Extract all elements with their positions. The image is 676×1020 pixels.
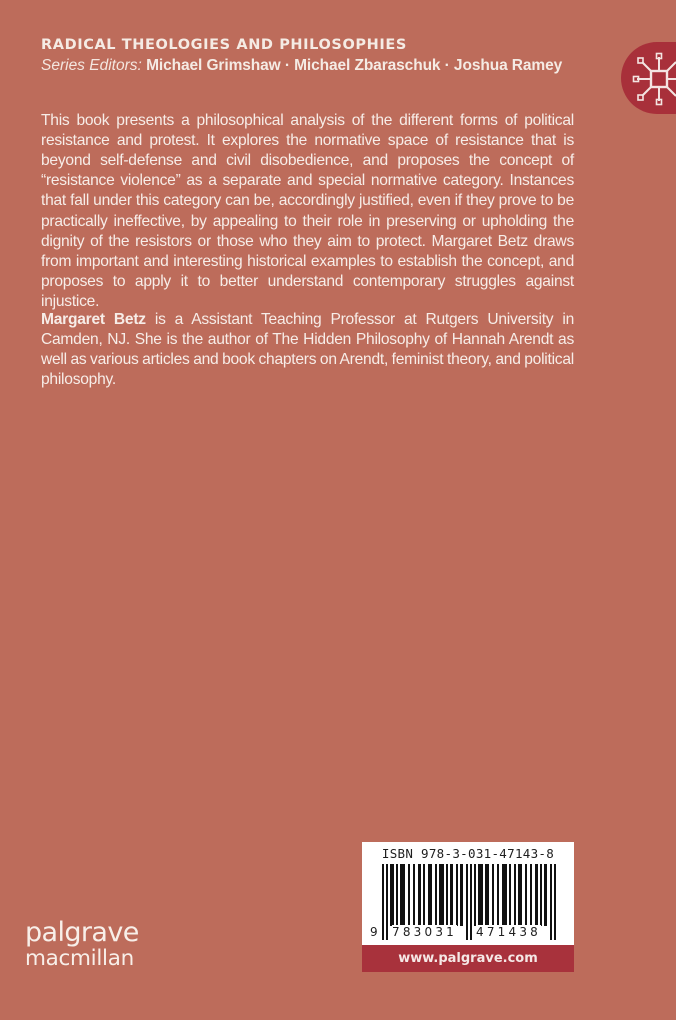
series-title: RADICAL THEOLOGIES AND PHILOSOPHIES: [41, 37, 407, 53]
barcode-right-digits: 471438: [476, 925, 542, 939]
isbn-barcode-box: [362, 842, 574, 945]
author-bio: [41, 310, 574, 391]
barcode-left-digits: 783031: [392, 925, 458, 939]
series-header: [41, 36, 601, 76]
isbn-label: ISBN 978-3-031-47143-8: [381, 846, 555, 861]
barcode-first-digit: 9: [370, 925, 381, 939]
network-hub-icon: [632, 52, 676, 106]
book-description: This book presents a philosophical analysis of the different forms of political resistance and protest. It explores the normative space of resistance that is beyond self-defense and civil disobedience, and proposes the concept of “resistance violence” as a separate and special normative category. Instances that fall under this category can be, accordingly justified, even if they prove to be practically ineffective, by appealing to their role in preserving or upholding the dignity of the resistors or those who they aim to protect. Margaret Betz draws from important and interesting historical examples to establish the concept, and proposes to apply it to better understand contemporary struggles against injustice.: [41, 111, 574, 311]
series-editors: [41, 56, 601, 76]
author-name: Margaret Betz: [41, 310, 146, 328]
series-badge: [621, 42, 676, 114]
publisher-logo-line2: macmillan: [25, 946, 134, 971]
series-editors-label: Series Editors:: [41, 57, 142, 74]
author-bio-text: is a Assistant Teaching Professor at Rutgers University in Camden, NJ. She is the author of The Hidden Philosophy of Hannah Arendt as well as various articles and book chapters on Arendt, feminist theory, and political philosophy.: [41, 310, 574, 389]
series-editors-names: Michael Grimshaw · Michael Zbaraschuk · Joshua Ramey: [146, 57, 563, 74]
publisher-logo: [25, 919, 139, 970]
publisher-url: www.palgrave.com: [362, 945, 574, 972]
publisher-logo-line1: palgrave: [25, 917, 139, 948]
